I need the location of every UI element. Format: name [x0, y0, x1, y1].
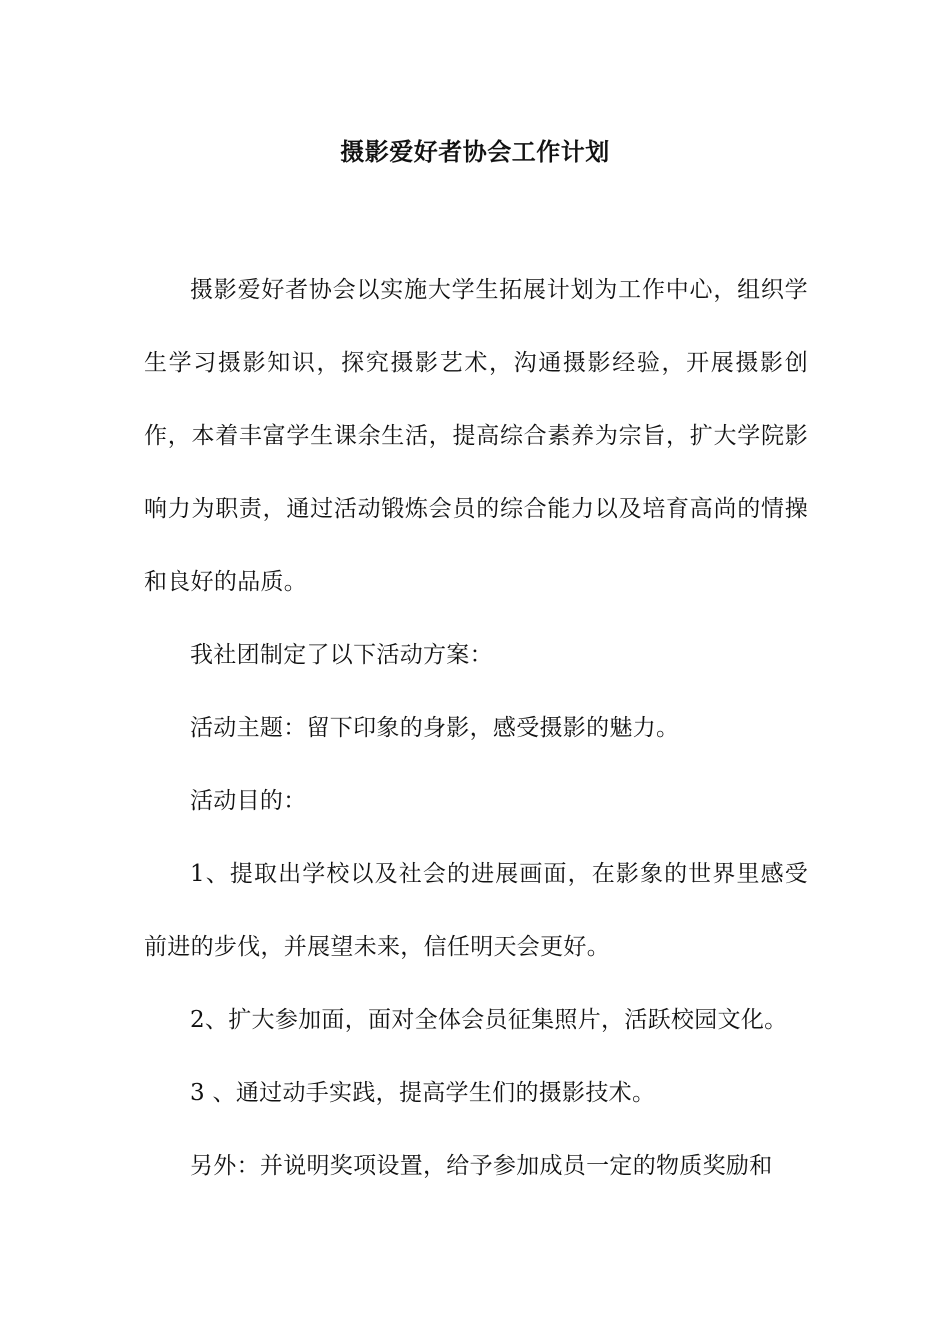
- paragraph-purpose-1: 1、提取出学校以及社会的进展画面，在影象的世界里感受前进的步伐，并展望未来，信任明天会更好。: [144, 861, 808, 960]
- document-title: 摄影爱好者协会工作计划: [340, 137, 610, 166]
- paragraph-additional: 另外：并说明奖项设置，给予参加成员一定的物质奖励和: [190, 1153, 773, 1179]
- paragraph-purpose-2: 2、扩大参加面，面对全体会员征集照片，活跃校园文化。: [190, 1007, 788, 1033]
- paragraph-plan: 我社团制定了以下活动方案：: [190, 642, 493, 668]
- document-body: [144, 254, 808, 1203]
- paragraph-purpose-3: 3 、通过动手实践，提高学生们的摄影技术。: [190, 1080, 656, 1106]
- paragraph-theme: 活动主题：留下印象的身影，感受摄影的魅力。: [190, 715, 680, 741]
- paragraph-purpose-heading: 活动目的：: [190, 788, 307, 814]
- paragraph-intro: 摄影爱好者协会以实施大学生拓展计划为工作中心，组织学生学习摄影知识，探究摄影艺术，沟通摄影经验，开展摄影创作，本着丰富学生课余生活，提高综合素养为宗旨，扩大学院影响力为职责，通过活动锻炼会员的综合能力以及培育高尚的情操和良好的品质。: [144, 277, 808, 595]
